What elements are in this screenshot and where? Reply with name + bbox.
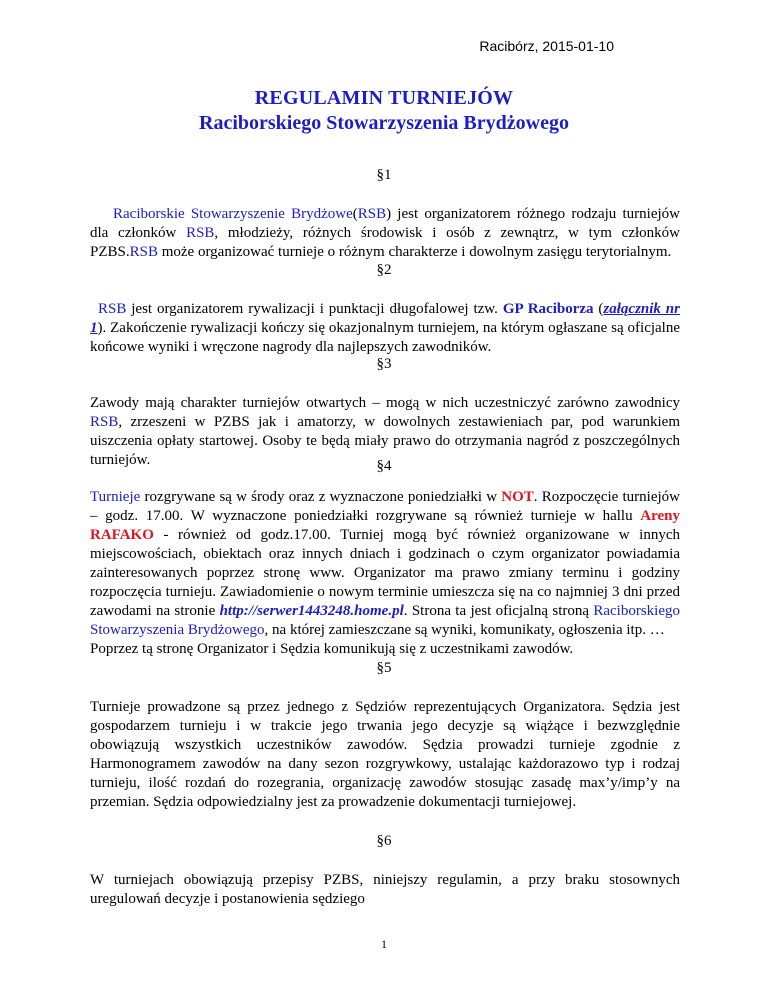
rsb-abbr: RSB (129, 244, 158, 260)
website-link[interactable]: http://serwer1443248.home.pl (219, 603, 404, 619)
turnieje-word: Turnieje (90, 489, 141, 505)
document-title: REGULAMIN TURNIEJÓW (254, 87, 514, 109)
rsb-abbr: RSB (98, 301, 127, 317)
section-4-text: Turnieje rozgrywane są w środy oraz z wyznaczone poniedziałki w NOT. Rozpoczęcie turniejów – godz. 17.00. W wyznaczone poniedziałki rozgrywane są również turnieje w hallu Areny RAFAKO - również od godz.17.00. Turniej mogą być również organizowane w innych miejscowościach, obiektach oraz innych dniach i godzinach o czym organizator powiadamia zainteresowanych poprzez stronę www. Organizator ma prawo zmiany terminu i godziny rozpoczęcia turnieju. Zawiadomienie o nowym terminie umieszcza się na co najmniej 3 dni przed zawodami na stronie http://serwer1443248.home.pl. Strona ta jest oficjalną stroną Raciborskiego Stowarzyszenia Brydżowego, na której zamieszczane są wyniki, komunikaty, ogłoszenia itp. … Poprzez tą stronę Organizator i Sędzia komunikują się z uczestnikami zawodów. (90, 489, 681, 657)
rsb-abbr: RSB (186, 225, 215, 241)
page-number: 1 (381, 937, 387, 951)
section-5-text: Turnieje prowadzone są przez jednego z Sędziów reprezentujących Organizatora. Sędzia jest gospodarzem turnieju i w trakcie jego trwania jego decyzje są wiążące i bezwzględnie obowiązują wszystkich uczestników zawodów. Sędzia prowadzi turnieje zgodnie z Harmonogramem zawodów na dany sezon rozgrywkowy, ustalając każdorazowo typ i rodzaj turnieju, ilość rozdań do rozegrania, organizację zawodów stosując zasadę max’y/imp’y na przemian. Sędzia odpowiedzialny jest za prowadzenie dokumentacji turniejowej. (90, 699, 680, 810)
section-4-mark: §4 (376, 458, 392, 474)
org-name: Raciborskie Stowarzyszenie Brydżowe (113, 206, 353, 222)
section-3-mark: §3 (376, 356, 392, 372)
section-1-mark: §1 (376, 167, 392, 183)
gp-raciborza: GP Raciborza (502, 301, 594, 317)
section-2-mark: §2 (376, 262, 392, 278)
section-6-text: W turniejach obowiązują przepisy PZBS, niniejszy regulamin, a przy braku stosownych uregulowań decyzje i postanowienia sędziego (90, 872, 680, 907)
document-subtitle: Raciborskiego Stowarzyszenia Brydżowego (199, 112, 569, 134)
not-venue: NOT (501, 489, 534, 505)
section-3-text: Zawody mają charakter turniejów otwartych – mogą w nich uczestniczyć zarówno zawodnicy RSB, zrzeszeni w PZBS jak i amatorzy, w dowolnych zestawieniach par, pod warunkiem uiszczenia opłaty startowej. Osoby te będą miały prawo do otrzymania nagród z poszczególnych turniejów. (90, 395, 680, 468)
section-5-mark: §5 (376, 660, 392, 676)
org-name: Raciborskiego Stowarzyszenia Brydżowego (90, 603, 681, 638)
attachment-link[interactable]: załącznik nr 1 (90, 301, 680, 336)
section-2-text: RSB jest organizatorem rywalizacji i punktacji długofalowej tzw. GP Raciborza (załącznik nr 1). Zakończenie rywalizacji kończy się okazjonalnym turniejem, na którym ogłaszane są oficjalne końcowe wyniki i wręczone nagrody dla najlepszych zawodników. (90, 301, 680, 355)
areny-rafako-venue: Areny RAFAKO (90, 508, 680, 543)
document-date: Racibórz, 2015-01-10 (479, 38, 614, 54)
section-6-mark: §6 (376, 833, 392, 849)
rsb-abbr: RSB (357, 206, 387, 222)
section-1-text: Raciborskie Stowarzyszenie Brydżowe(RSB) jest organizatorem różnego rodzaju turniejów dla członków RSB, młodzieży, różnych środowisk i osób z zewnątrz, w tym członków PZBS.RSB może organizować turnieje o różnym charakterze i dowolnym zasięgu terytorialnym. (90, 206, 680, 260)
rsb-abbr: RSB (90, 414, 119, 430)
